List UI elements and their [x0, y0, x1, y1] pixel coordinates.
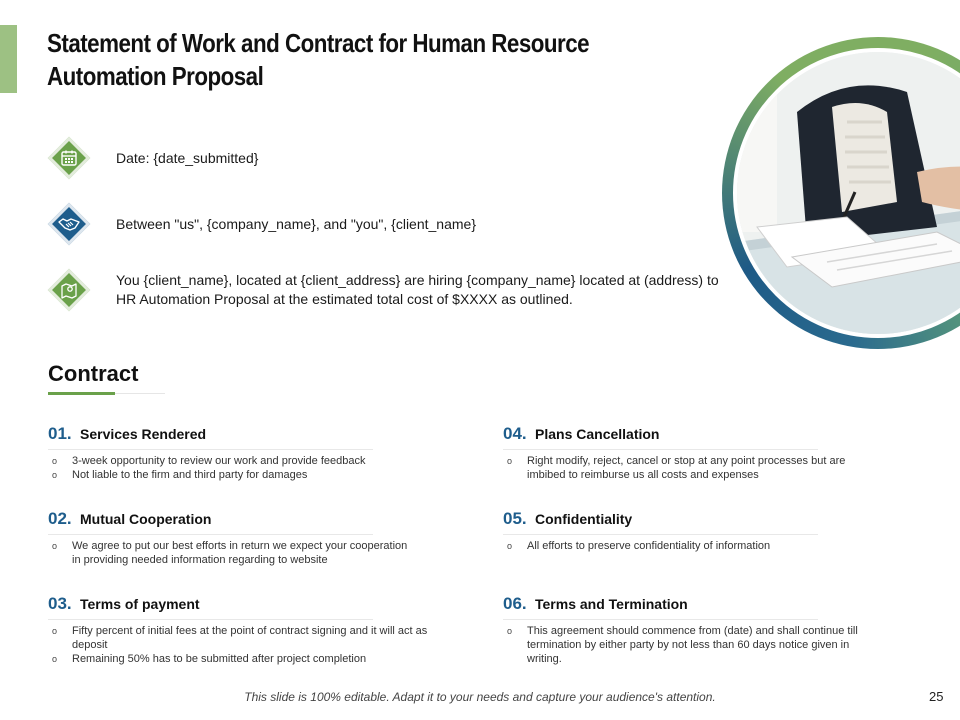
info-location-text: You {client_name}, located at {client_address} are hiring {company_name} located at (address) to HR Automation Proposal at the estimated total cost of $XXXX as outlined. — [116, 272, 719, 307]
calendar-icon — [48, 137, 90, 179]
handshake-icon — [48, 203, 90, 245]
contract-item-confidentiality — [503, 509, 883, 553]
item-number: 05. — [503, 509, 527, 528]
info-row-location — [48, 269, 748, 311]
contract-item-mutual-cooperation — [48, 509, 428, 567]
contract-item-terms-and-termination — [503, 594, 883, 666]
bullet-item: o Remaining 50% has to be submitted after project completion — [48, 652, 428, 666]
photo-ring — [722, 37, 960, 349]
item-number: 02. — [48, 509, 72, 528]
item-number: 04. — [503, 424, 527, 443]
info-date-text: Date: {date_submitted} — [116, 149, 259, 166]
info-row-parties — [48, 203, 476, 245]
item-title: Plans Cancellation — [535, 426, 660, 442]
contract-item-plans-cancellation — [503, 424, 883, 482]
item-title: Services Rendered — [80, 426, 207, 442]
item-title: Mutual Cooperation — [80, 511, 212, 527]
title-accent-bar — [0, 25, 17, 93]
item-number: 06. — [503, 594, 527, 613]
contract-heading: Contract — [48, 361, 139, 386]
map-pin-icon — [48, 269, 90, 311]
slide-title: Statement of Work and Contract for Human Resource Automation Proposal — [47, 28, 590, 91]
bullet-item: o This agreement should commence from (date) and shall continue till termination by either party by not less than 60 days notice given in writing. — [503, 624, 868, 666]
contract-item-services-rendered — [48, 424, 428, 482]
business-photo — [733, 48, 960, 338]
item-title: Confidentiality — [535, 511, 633, 527]
page-number: 25 — [929, 689, 944, 704]
bullet-item: o All efforts to preserve confidentiality of information — [503, 539, 883, 553]
contract-item-terms-of-payment — [48, 594, 428, 666]
footer-note: This slide is 100% editable. Adapt it to your needs and capture your audience's attention. — [244, 690, 716, 704]
contract-heading-underline — [48, 392, 115, 395]
item-number: 01. — [48, 424, 72, 443]
item-number: 03. — [48, 594, 72, 613]
info-row-date — [48, 137, 258, 179]
item-title: Terms and Termination — [535, 596, 688, 612]
info-parties-text: Between "us", {company_name}, and "you", {client_name} — [116, 215, 477, 232]
bullet-item: o We agree to put our best efforts in return we expect your cooperation in providing needed information regarding to website — [48, 539, 418, 567]
bullet-item: o Fifty percent of initial fees at the point of contract signing and it will act as deposit — [48, 624, 428, 652]
bullet-item: o 3-week opportunity to review our work and provide feedback — [48, 454, 428, 468]
item-title: Terms of payment — [80, 596, 200, 612]
bullet-item: o Right modify, reject, cancel or stop at any point processes but are imbibed to reimburse us all costs and expenses — [503, 454, 883, 482]
bullet-item: o Not liable to the firm and third party for damages — [48, 468, 428, 482]
